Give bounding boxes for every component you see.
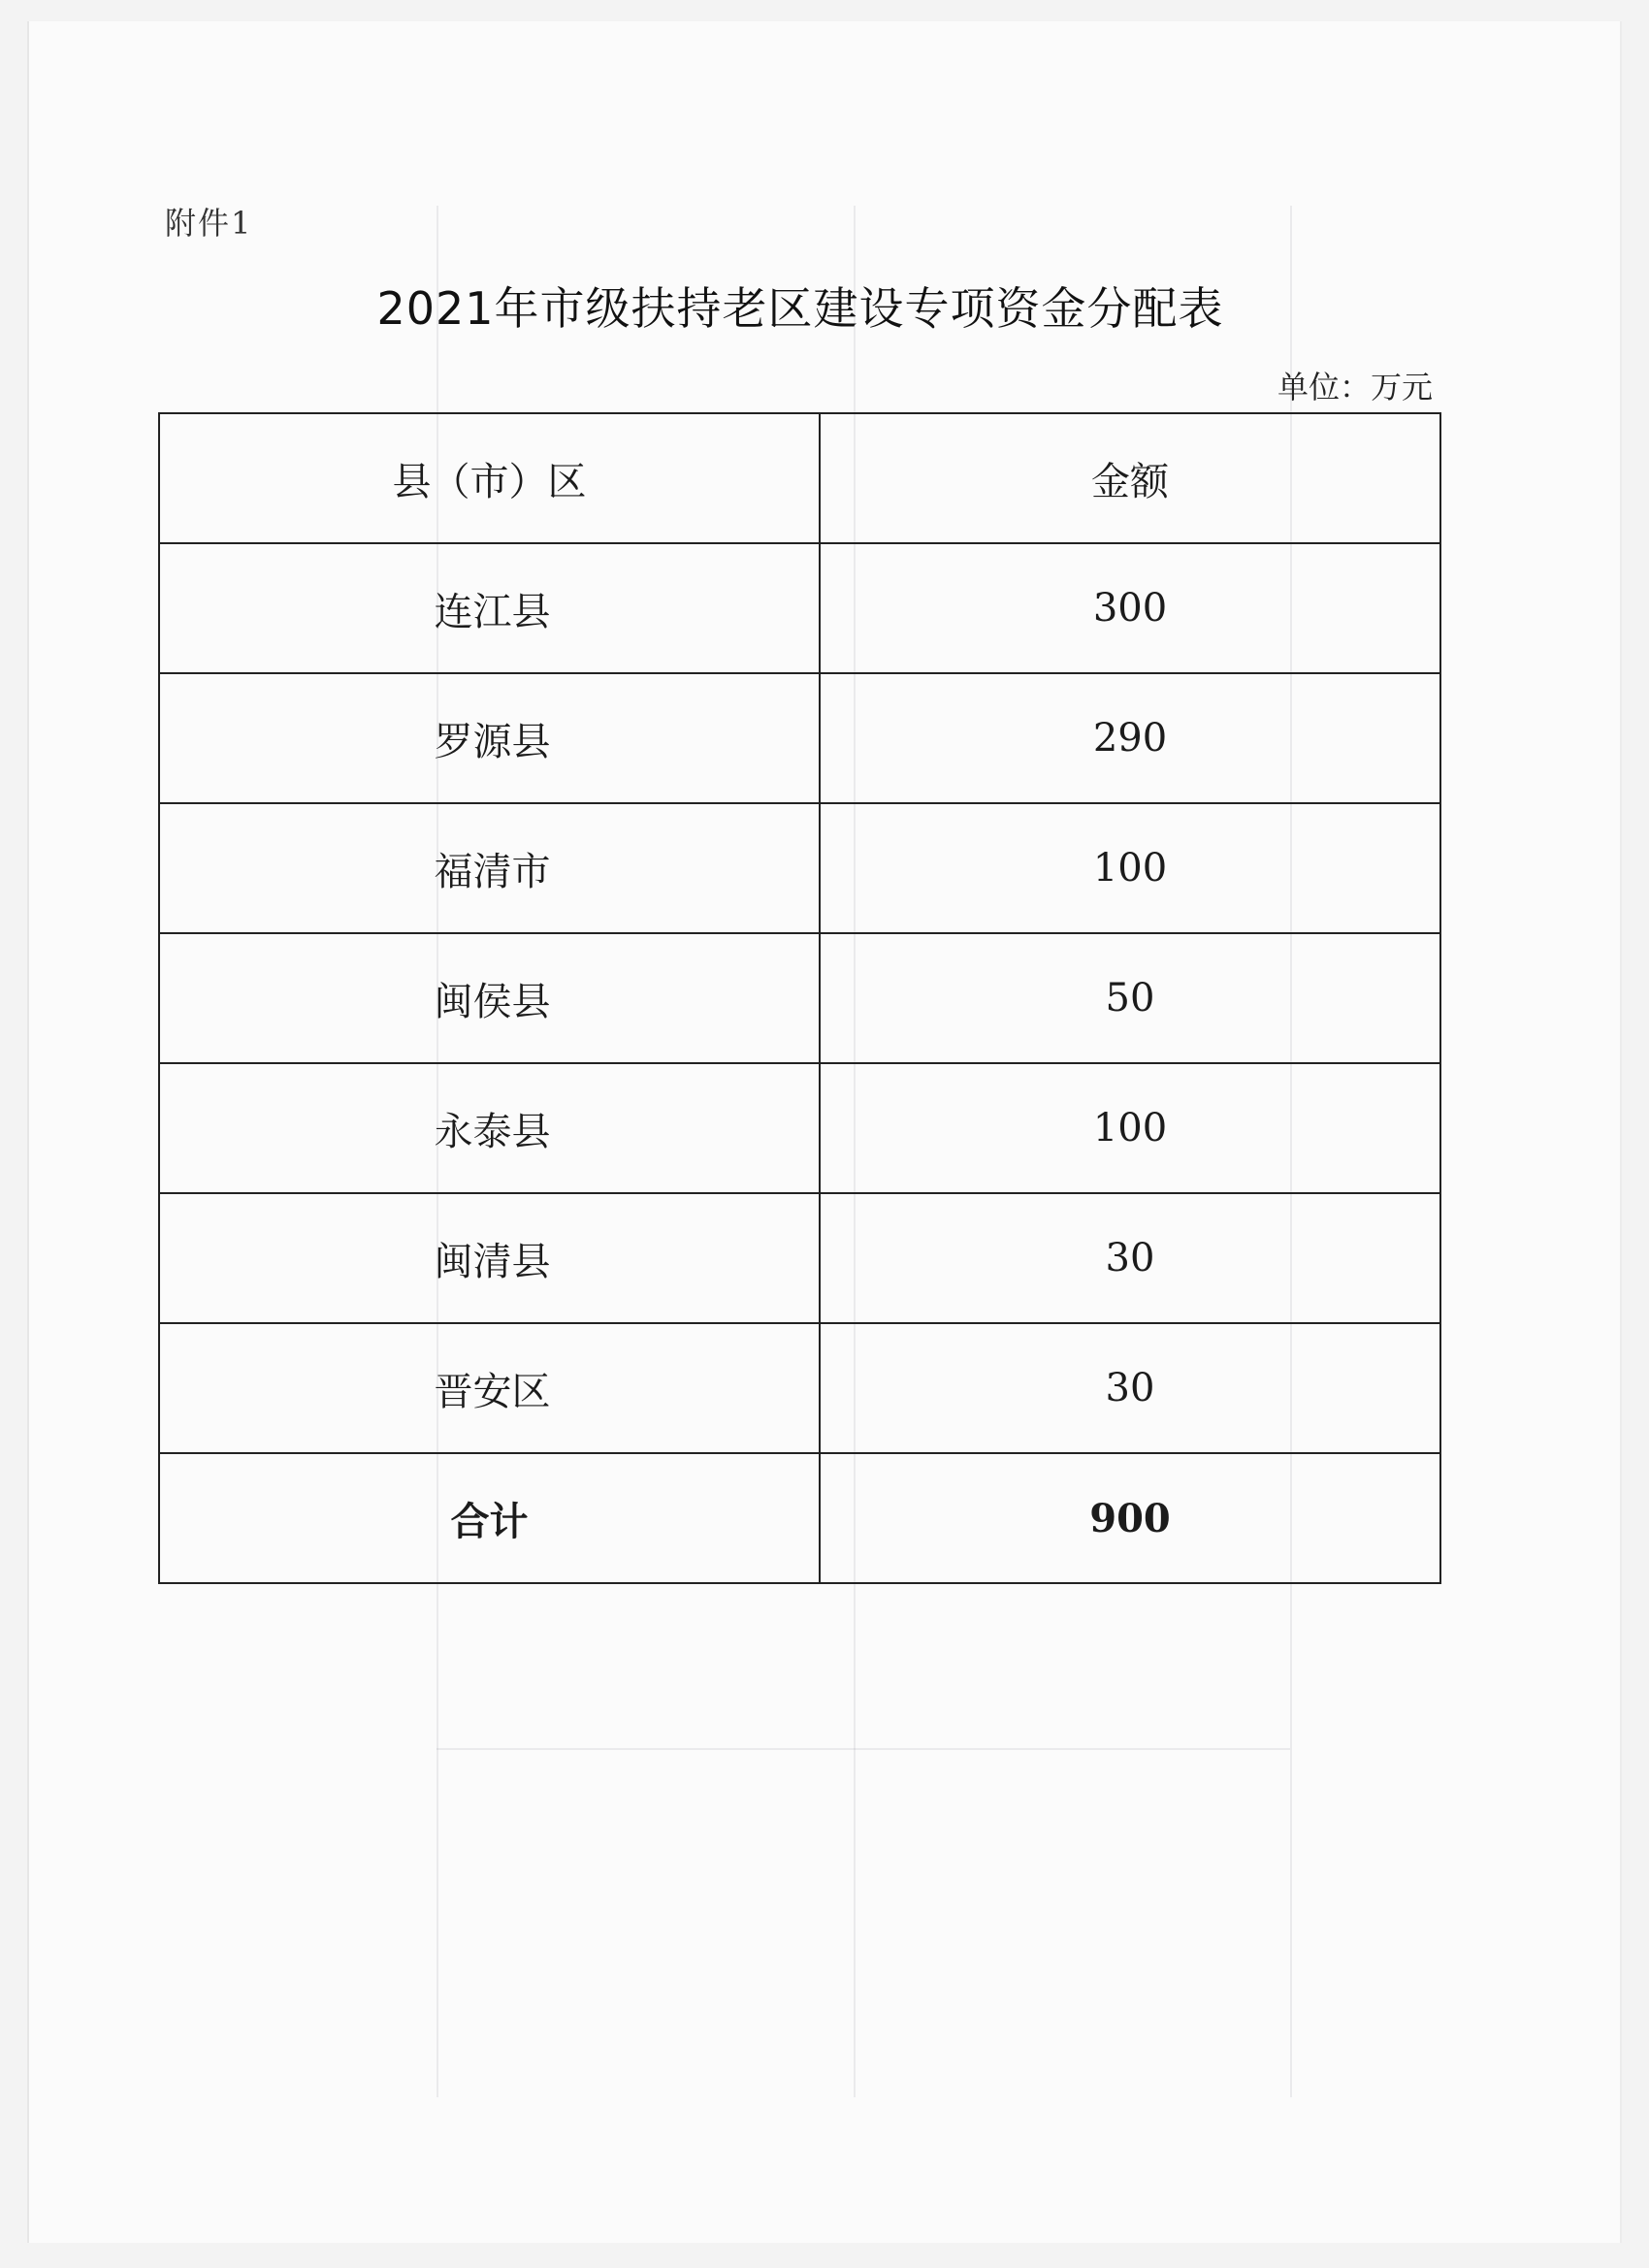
region-name: 连江县 bbox=[434, 589, 551, 634]
region-cell bbox=[159, 1193, 820, 1323]
attachment-label: 附件1 bbox=[165, 205, 253, 242]
amount-cell: 30 bbox=[820, 1193, 1440, 1323]
amount-cell: 100 bbox=[820, 803, 1440, 933]
region-cell bbox=[159, 933, 820, 1063]
region-cell bbox=[159, 803, 820, 933]
header-amount: 金额 bbox=[820, 413, 1440, 543]
region-cell bbox=[159, 543, 820, 673]
total-label: 合计 bbox=[159, 1453, 820, 1583]
region-name: 罗源县 bbox=[434, 719, 551, 764]
amount-cell: 30 bbox=[820, 1323, 1440, 1453]
region-name: 福清市 bbox=[434, 849, 551, 894]
table-row bbox=[159, 933, 1440, 1063]
table-row bbox=[159, 1323, 1440, 1453]
total-row bbox=[159, 1453, 1440, 1583]
page-title: 2021年市级扶持老区建设专项资金分配表 bbox=[376, 282, 1224, 335]
region-cell bbox=[159, 1323, 820, 1453]
unit-label: 单位：万元 bbox=[1277, 369, 1433, 405]
amount-cell: 50 bbox=[820, 933, 1440, 1063]
amount-cell: 290 bbox=[820, 673, 1440, 803]
amount-cell: 100 bbox=[820, 1063, 1440, 1193]
header-region: 县（市）区 bbox=[159, 413, 820, 543]
region-cell bbox=[159, 1063, 820, 1193]
allocation-table bbox=[158, 412, 1441, 1584]
table-row bbox=[159, 1063, 1440, 1193]
total-amount: 900 bbox=[820, 1453, 1440, 1583]
bleed-through-line bbox=[436, 1748, 1290, 1750]
table-row bbox=[159, 543, 1440, 673]
table-row bbox=[159, 1193, 1440, 1323]
region-name: 晋安区 bbox=[434, 1369, 551, 1414]
table-header-row bbox=[159, 413, 1440, 543]
table-row bbox=[159, 803, 1440, 933]
amount-cell: 300 bbox=[820, 543, 1440, 673]
table-row bbox=[159, 673, 1440, 803]
region-name: 闽清县 bbox=[434, 1239, 551, 1284]
region-name: 永泰县 bbox=[434, 1109, 551, 1154]
region-name: 闽侯县 bbox=[434, 979, 551, 1024]
region-cell bbox=[159, 673, 820, 803]
